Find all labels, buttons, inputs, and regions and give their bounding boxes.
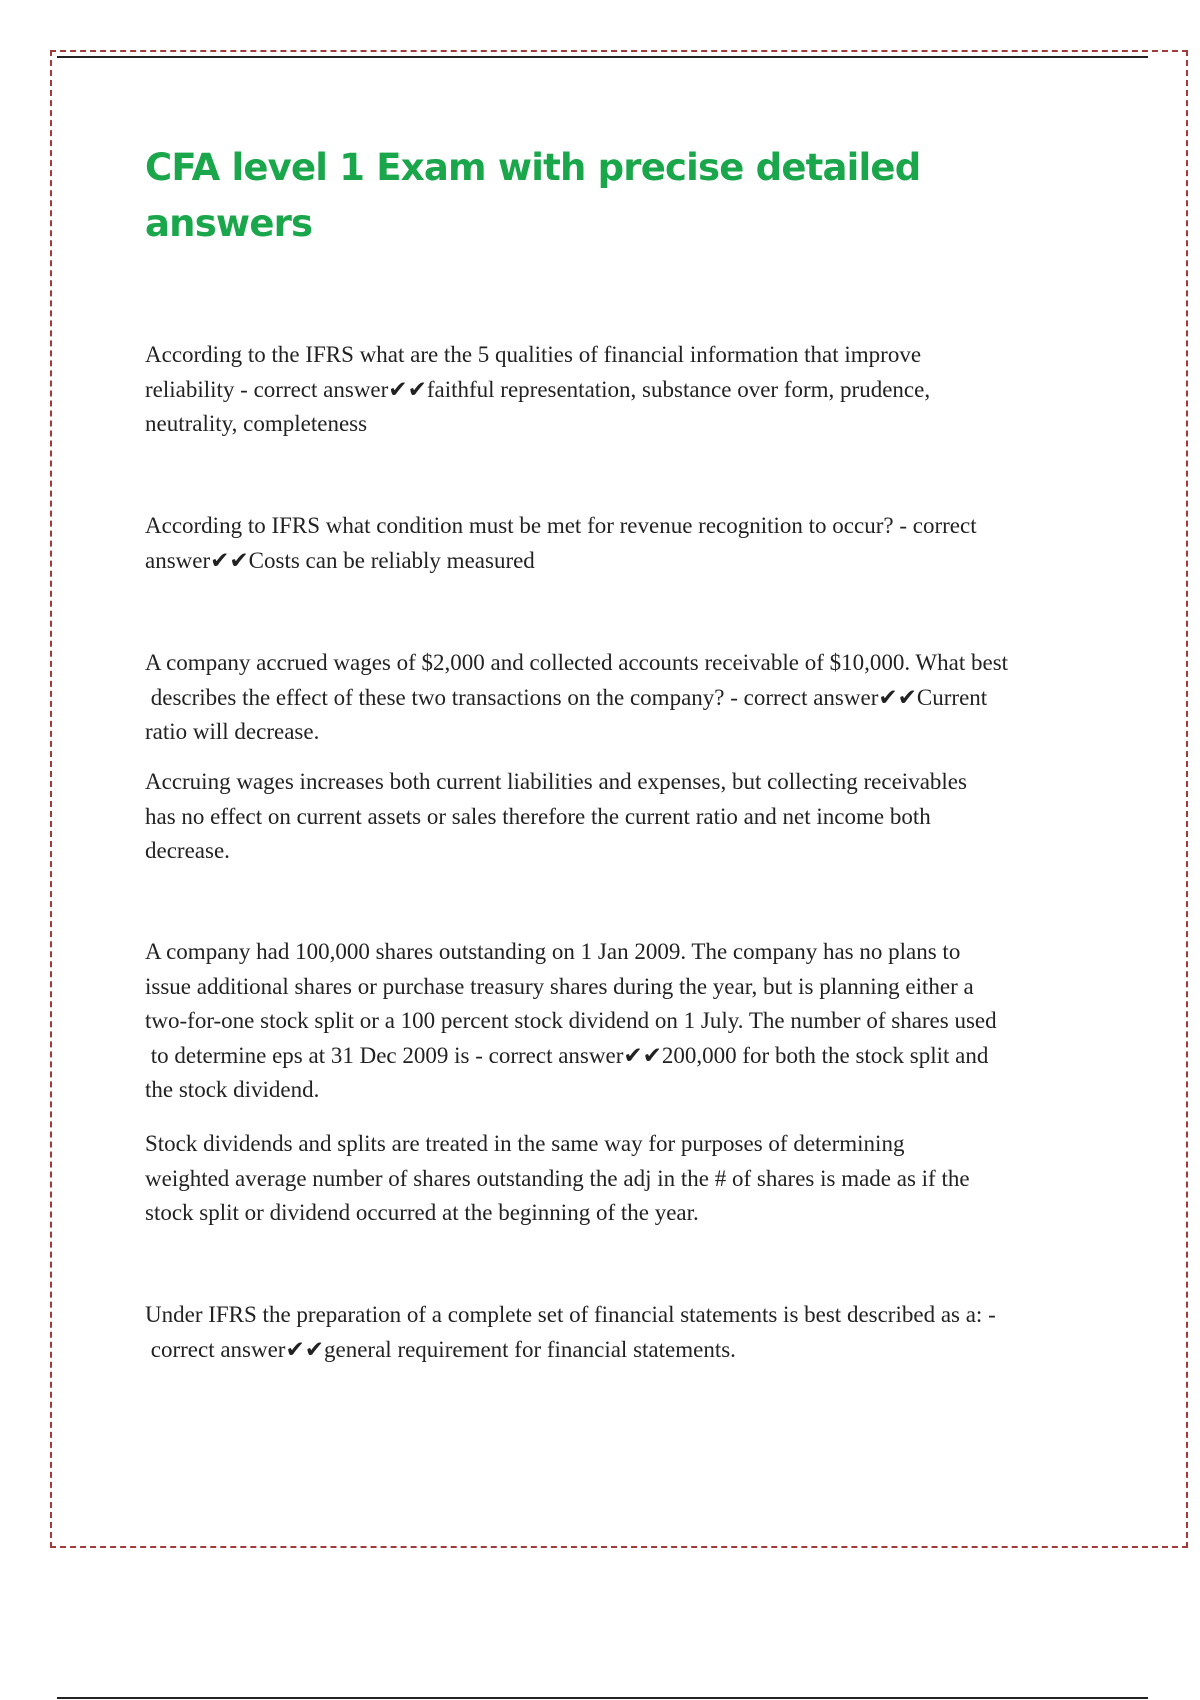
question-paragraph (145, 509, 1105, 578)
title-line: CFA level 1 Exam with precise detailed (145, 146, 921, 189)
text-line: reliability - correct answer✔✔faithful representation, substance over form, prudence, (145, 376, 931, 402)
text-line: decrease. (145, 838, 230, 863)
text-line: has no effect on current assets or sales therefore the current ratio and net income both (145, 803, 931, 829)
text-line: A company accrued wages of $2,000 and collected accounts receivable of $10,000. What best (145, 650, 1009, 675)
question-paragraph (145, 1298, 1105, 1367)
text-line: weighted average number of shares outstanding the adj in the # of shares is made as if the (145, 1165, 970, 1191)
explanation-paragraph (145, 765, 1105, 869)
text-line: answer✔✔Costs can be reliably measured (145, 547, 535, 573)
document-title (145, 140, 1045, 252)
text-line: A company had 100,000 shares outstanding on 1 Jan 2009. The company has no plans to (145, 939, 961, 964)
explanation-paragraph (145, 1127, 1105, 1231)
title-line: answers (145, 202, 313, 245)
top-rule (57, 56, 1148, 58)
question-paragraph (145, 338, 1105, 442)
text-line: two-for-one stock split or a 100 percent stock dividend on 1 July. The number of shares used (145, 1008, 997, 1033)
text-line: issue additional shares or purchase treasury shares during the year, but is planning either a (145, 973, 974, 999)
text-line: Accruing wages increases both current liabilities and expenses, but collecting receivables (145, 769, 967, 794)
question-paragraph (145, 646, 1105, 750)
text-line: Under IFRS the preparation of a complete set of financial statements is best described as a: - (145, 1302, 996, 1327)
bottom-rule (57, 1697, 1148, 1699)
question-paragraph (145, 935, 1105, 1108)
text-line: the stock dividend. (145, 1077, 320, 1102)
text-line: describes the effect of these two transactions on the company? - correct answer✔✔Current (145, 684, 988, 710)
text-line: correct answer✔✔general requirement for financial statements. (145, 1336, 736, 1362)
text-line: to determine eps at 31 Dec 2009 is - correct answer✔✔200,000 for both the stock split and (145, 1042, 989, 1068)
text-line: neutrality, completeness (145, 411, 368, 436)
text-line: ratio will decrease. (145, 719, 320, 744)
text-line: stock split or dividend occurred at the beginning of the year. (145, 1200, 699, 1225)
text-line: According to IFRS what condition must be met for revenue recognition to occur? - correct (145, 513, 977, 538)
text-line: Stock dividends and splits are treated in the same way for purposes of determining (145, 1131, 905, 1156)
text-line: According to the IFRS what are the 5 qualities of financial information that improve (145, 342, 922, 367)
